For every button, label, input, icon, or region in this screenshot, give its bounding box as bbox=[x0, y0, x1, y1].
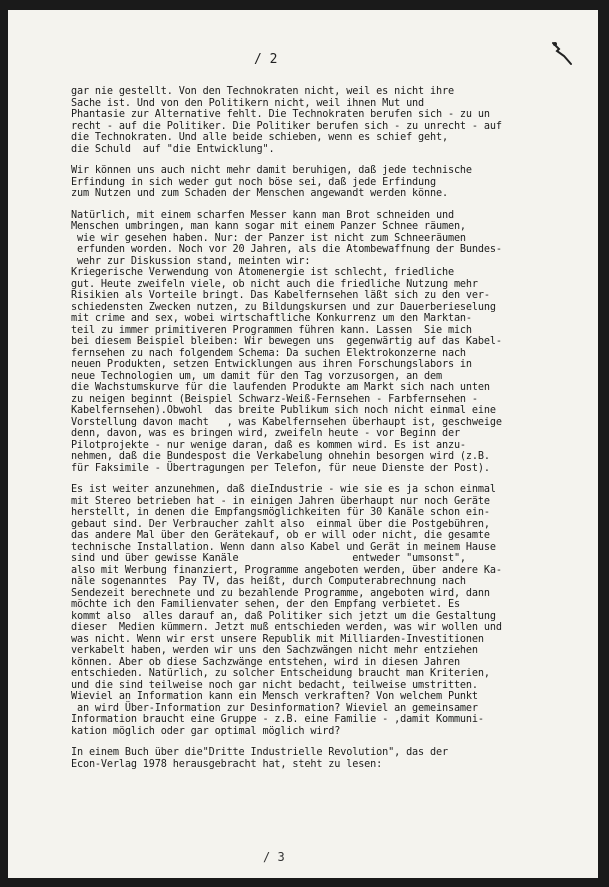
text-line: Information braucht eine Gruppe - z.B. eine Familie - ,damit Kommuni- bbox=[71, 714, 484, 725]
text-line: Sendezeit berechnete und zu bezahlende Programme, angeboten wird, dann bbox=[71, 587, 490, 599]
text-line: die Technokraten. Und alle beide schieben, wenn es schief geht, bbox=[71, 132, 448, 143]
text-line: technische Installation. Wenn dann also Kabel und Gerät in meinem Hause bbox=[71, 541, 496, 553]
text-line: Kabelfernsehen).Obwohl das breite Publikum sich noch nicht einmal eine bbox=[71, 405, 496, 416]
paragraph-2 bbox=[71, 165, 596, 200]
text-line: Erfindung in sich weder gut noch böse sei, daß jede Erfindung bbox=[71, 176, 436, 188]
text-line: wehr zur Diskussion stand, meinten wir: bbox=[71, 255, 311, 267]
text-line: herstellt, in denen die Empfangsmöglichkeiten für 30 Kanäle schon ein- bbox=[71, 507, 490, 518]
text-line: bei diesem Beispiel bleiben: Wir bewegen uns gegenwärtig auf das Kabel- bbox=[71, 336, 502, 347]
text-line: Risikien als Vorteile bringt. Das Kabelfernsehen läßt sich zu den ver- bbox=[71, 290, 490, 301]
text-line: die Wachstumskurve für die laufenden Produkte am Markt sich nach unten bbox=[71, 382, 490, 393]
text-line: die Schuld auf "die Entwicklung". bbox=[71, 143, 275, 155]
text-line: schiedensten Zwecken nutzen, zu Bildungskursen und zur Dauerberieselung bbox=[71, 301, 496, 313]
text-line: recht - auf die Politiker. Die Politiker berufen sich - zu unrecht - auf bbox=[71, 120, 502, 132]
text-line: kommt also alles darauf an, daß Politiker sich jetzt um die Gestaltung bbox=[71, 610, 496, 622]
text-line: fernsehen zu nach folgendem Schema: Da suchen Elektrokonzerne nach bbox=[71, 347, 466, 359]
text-line: möchte ich den Familienvater sehen, der den Empfang verbietet. Es bbox=[71, 599, 460, 610]
text-line: mit Stereo betrieben hat - in einigen Jahren überhaupt nur noch Geräte bbox=[71, 495, 490, 507]
text-line: verkabelt haben, werden wir uns den Sachzwängen nicht mehr entziehen bbox=[71, 645, 478, 656]
text-line: das andere Mal über den Gerätekauf, ob er will oder nicht, die gesamte bbox=[71, 530, 490, 541]
text-line: sind und über gewisse Kanäle entweder "umsonst", bbox=[71, 553, 466, 564]
text-line: erfunden worden. Noch vor 20 Jahren, als die Atombewaffnung der Bundes- bbox=[71, 244, 502, 255]
text-line: In einem Buch über die"Dritte Industrielle Revolution", das der bbox=[71, 747, 448, 758]
text-line: gut. Heute zweifeln viele, ob nicht auch die friedliche Nutzung mehr bbox=[71, 278, 478, 290]
text-line: neue Technologien um, um damit für den Tag vorzusorgen, an dem bbox=[71, 370, 442, 382]
text-line: zum Nutzen und zum Schaden der Menschen angewandt werden könne. bbox=[71, 188, 448, 199]
text-line: was nicht. Wenn wir erst unsere Republik mit Milliarden-Investitionen bbox=[71, 633, 484, 645]
text-line: Es ist weiter anzunehmen, daß dieIndustrie - wie sie es ja schon einmal bbox=[71, 484, 496, 495]
text-line: gar nie gestellt. Von den Technokraten nicht, weil es nicht ihre bbox=[71, 86, 454, 97]
text-line: gebaut sind. Der Verbraucher zahlt also einmal über die Postgebühren, bbox=[71, 518, 490, 530]
document-page bbox=[8, 10, 598, 878]
text-line: Wir können uns auch nicht mehr damit beruhigen, daß jede technische bbox=[71, 165, 472, 176]
text-line: entschieden. Natürlich, zu solcher Entscheidung braucht man Kriterien, bbox=[71, 668, 490, 679]
text-line: Wieviel an Information kann ein Mensch verkraften? Von welchem Punkt bbox=[71, 691, 478, 702]
text-line: neuen Produkten, setzen Entwicklungen aus ihren Forschungslabors in bbox=[71, 359, 472, 370]
text-line: denn, davon, was es bringen wird, zweifeln heute - vor Beginn der bbox=[71, 428, 460, 439]
text-line: Menschen umbringen, man kann sogar mit einem Panzer Schnee räumen, bbox=[71, 221, 466, 232]
text-line: für Faksimile - Übertragungen per Telefon, für neue Dienste der Post). bbox=[71, 462, 490, 474]
text-line: Phantasie zur Alternative fehlt. Die Technokraten berufen sich - zu un bbox=[71, 109, 490, 120]
text-line: kation möglich oder gar optimal möglich wird? bbox=[71, 725, 341, 737]
page-number: / 2 bbox=[254, 52, 278, 67]
paragraph-5 bbox=[71, 747, 596, 770]
text-line: können. Aber ob diese Sachzwänge entstehen, wird in diesen Jahren bbox=[71, 656, 460, 668]
text-line: und die sind teilweise noch gar nicht bedacht, teilweise umstritten. bbox=[71, 679, 478, 691]
text-line: wie wir gesehen haben. Nur: der Panzer ist nicht zum Schneeräumen bbox=[71, 232, 466, 244]
paragraph-4 bbox=[71, 484, 596, 737]
paragraph-3 bbox=[71, 210, 596, 475]
text-line: Sache ist. Und von den Politikern nicht, weil ihnen Mut und bbox=[71, 97, 425, 109]
text-line: also mit Werbung finanziert, Programme angeboten werden, über andere Ka- bbox=[71, 564, 502, 576]
document-body bbox=[71, 86, 596, 783]
text-line: Kriegerische Verwendung von Atomenergie ist schlecht, friedliche bbox=[71, 267, 454, 278]
text-line: Econ-Verlag 1978 herausgebracht hat, steht zu lesen: bbox=[71, 758, 383, 770]
text-line: nehmen, daß die Bundespost die Verkabelung ohnehin besorgen wird (z.B. bbox=[71, 451, 490, 462]
text-line: dieser Medien kümmern. Jetzt muß entschieden werden, was wir wollen und bbox=[71, 622, 502, 633]
text-line: teil zu immer primitiveren Programmen führen kann. Lassen Sie mich bbox=[71, 324, 472, 336]
paragraph-1 bbox=[71, 86, 596, 155]
text-line: an wird Über-Information zur Desinformation? Wieviel an gemeinsamer bbox=[71, 702, 478, 714]
corner-pen-mark-icon bbox=[550, 40, 574, 66]
text-line: näle sogenanntes Pay TV, das heißt, durch Computerabrechnung nach bbox=[71, 576, 466, 587]
footer-page-mark: / 3 bbox=[263, 850, 285, 864]
text-line: mit crime and sex, wobei wirtschaftliche Konkurrenz um den Marktan- bbox=[71, 313, 472, 324]
text-line: zu neigen beginnt (Beispiel Schwarz-Weiß-Fernsehen - Farbfernsehen - bbox=[71, 393, 478, 405]
text-line: Vorstellung davon macht , was Kabelfernsehen überhaupt ist, geschweige bbox=[71, 416, 502, 428]
text-line: Natürlich, mit einem scharfen Messer kann man Brot schneiden und bbox=[71, 209, 454, 221]
text-line: Pilotprojekte - nur wenige daran, daß es kommen wird. Es ist anzu- bbox=[71, 439, 466, 451]
